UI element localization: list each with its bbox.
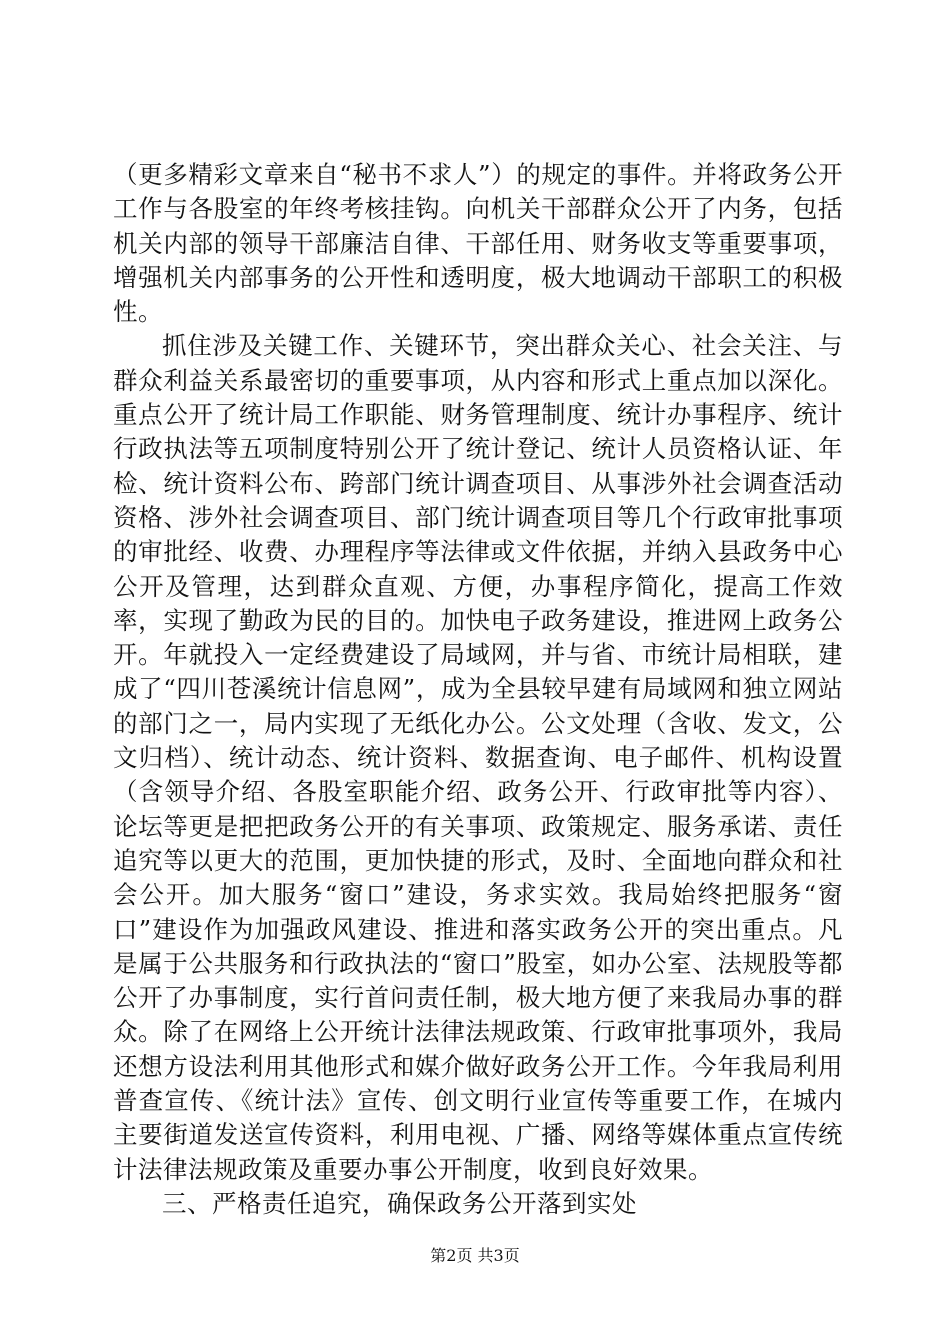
section-heading-accountability: 三、严格责任追究，确保政务公开落到实处	[162, 1188, 637, 1218]
paragraph-continuation: （更多精彩文章来自“秘书不求人”）的规定的事件。并将政务公开工作与各股室的年终考核挂钩。向机关干部群众公开了内务，包括机关内部的领导干部廉洁自律、干部任用、财务收支等重要事项，增强机关内部事务的公开性和透明度，极大地调动干部职工的积极性。	[113, 160, 843, 327]
page-footer: 第2页 共3页	[430, 1246, 520, 1265]
document-body	[113, 158, 843, 1221]
paragraph-key-matters: 抓住涉及关键工作、关键环节，突出群众关心、社会关注、与群众利益关系最密切的重要事项，从内容和形式上重点加以深化。重点公开了统计局工作职能、财务管理制度、统计办事程序、统计行政执法等五项制度特别公开了统计登记、统计人员资格认证、年检、统计资料公布、跨部门统计调查项目、从事涉外社会调查活动资格、涉外社会调查项目、部门统计调查项目等几个行政审批事项的审批经、收费、办理程序等法律或文件依据，并纳入县政务中心公开及管理，达到群众直观、方便，办事程序简化，提高工作效率，实现了勤政为民的目的。加快电子政务建设，推进网上政务公开。年就投入一定经费建设了局域网，并与省、市统计局相联，建成了“四川苍溪统计信息网”，成为全县较早建有局域网和独立网站的部门之一，局内实现了无纸化办公。公文处理（含收、发文，公文归档）、统计动态、统计资料、数据查询、电子邮件、机构设置（含领导介绍、各股室职能介绍、政务公开、行政审批等内容）、论坛等更是把把政务公开的有关事项、政策规定、服务承诺、责任追究等以更大的范围，更加快捷的形式，及时、全面地向群众和社会公开。加大服务“窗口”建设，务求实效。我局始终把服务“窗口”建设作为加强政风建设、推进和落实政务公开的突出重点。凡是属于公共服务和行政执法的“窗口”股室，如办公室、法规股等都公开了办事制度，实行首问责任制，极大地方便了来我局办事的群众。除了在网络上公开统计法律法规政策、行政审批事项外，我局还想方设法利用其他形式和媒介做好政务公开工作。今年我局利用普查宣传、《统计法》宣传、创文明行业宣传等重要工作，在城内主要街道发送宣传资料，利用电视、广播、网络等媒体重点宣传统计法律法规政策及重要办事公开制度，收到良好效果。	[113, 331, 843, 1184]
